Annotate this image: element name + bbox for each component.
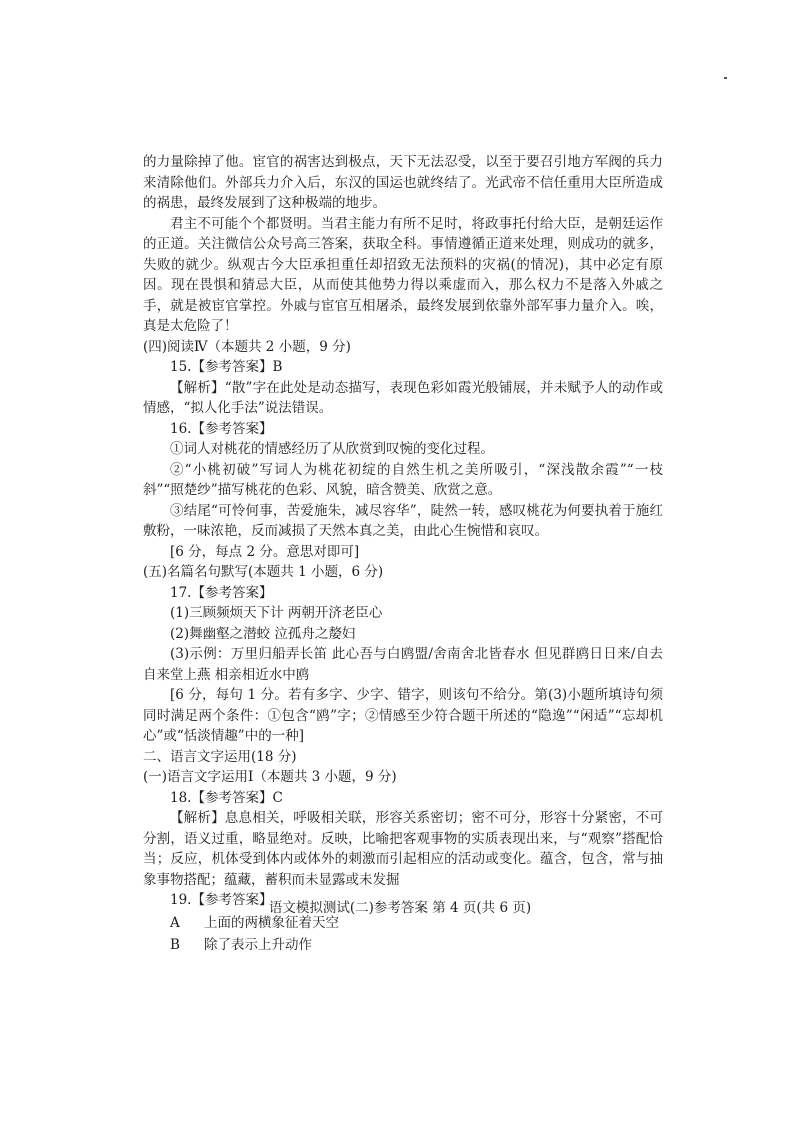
answer-line: 18.【参考答案】C — [170, 789, 283, 806]
answer-point: (3)示例：万里归船弄长笛 此心吾与白鸥盟/舍南舍北皆春水 但见群鸥日日来/自去自来堂上燕 相亲相近水中鸥 — [143, 646, 663, 683]
answer-line: 15.【参考答案】B — [170, 359, 283, 375]
option-row — [143, 935, 663, 956]
analysis-paragraph: 【解析】息息相关，呼吸相关联，形容关系密切；密不可分，形容十分紧密，不可分割，语义过重，略显绝对。反映，比喻把客观事物的实质表现出来，与“观察”搭配恰当；反应，机体受到体内或体外的刺激而引起相应的活动或变化。蕴含，包含，常与抽象事物搭配；蕴藏，蓄积而未显露或未发掘 — [143, 810, 663, 888]
section-heading: (四)阅读Ⅳ（本题共 2 小题，9 分) — [143, 338, 351, 355]
page-footer: 语文模拟测试(二)参考答案 第 4 页(共 6 页) — [268, 900, 532, 916]
scoring-note: [6 分，每点 2 分。意思对即可] — [170, 543, 360, 560]
answer-content — [143, 152, 663, 956]
section-heading: 二、语言文字运用(18 分) — [143, 748, 297, 765]
paragraph: 君主不可能个个都贤明。当君主能力有所不足时，将政事托付给大臣，是朝廷运作的正道。关注微信公众号高三答案，获取全科。事情遵循正道来处理，则成功的就多，失败的就少。纵观古今大臣承担重任却招致无法预料的灾祸(的情况)，其中必定有原因。现在畏惧和猜忌大臣，从而使其他势力得以乘虚而入，那么权力不是落入外戚之手，就是被宦官掌控。外戚与宦官互相屠杀，最终发展到依靠外部军事力量介入。唉，真是太危险了！ — [143, 215, 663, 334]
scan-speck — [724, 77, 727, 79]
answer-line: 19.【参考答案】 — [170, 892, 273, 908]
answer-point: (2)舞幽壑之潜蛟 泣孤舟之嫠妇 — [170, 625, 356, 642]
analysis-paragraph: 【解析】“散”字在此处是动态描写，表现色彩如霞光般铺展，并未赋予人的动作或情感，“拟人化手法”说法错误。 — [143, 379, 663, 416]
section-heading: (五)名篇名句默写(本题共 1 小题，6 分) — [143, 564, 384, 580]
paragraph: 的力量除掉了他。宦官的祸害达到极点，天下无法忍受，以至于要召引地方军阀的兵力来清除他们。外部兵力介入后，东汉的国运也就终结了。光武帝不信任重用大臣所造成的祸患，最终发展到了这种极端的地步。 — [143, 154, 663, 211]
answer-point: ②“小桃初破”写词人为桃花初绽的自然生机之美所吸引，“深浅散余霞”“一枝斜”“照楚纱”描写桃花的色彩、风貌，暗含赞美、欣赏之意。 — [143, 461, 663, 498]
option-text: 除了表示上升动作 — [204, 937, 312, 953]
answer-line: 17.【参考答案】 — [170, 584, 273, 601]
answer-point: (1)三顾频烦天下计 两朝开济老臣心 — [170, 605, 383, 621]
option-key: B — [170, 937, 180, 953]
option-key: A — [170, 914, 180, 931]
section-heading: (一)语言文字运用Ⅰ（本题共 3 小题，9 分) — [143, 769, 397, 785]
answer-line: 16.【参考答案】 — [170, 420, 273, 437]
option-text: 上面的两横象征着天空 — [204, 914, 339, 931]
answer-point: ①词人对桃花的情感经历了从欣赏到叹惋的变化过程。 — [170, 441, 494, 457]
answer-point: ③结尾“可怜何事，苦爱施朱，减尽容华”，陡然一转，感叹桃花为何要执着于施红敷粉，一味浓艳，反而减损了天然本真之美，由此心生惋惜和哀叹。 — [143, 502, 663, 539]
scoring-note: [6 分，每句 1 分。若有多字、少字、错字，则该句不给分。第(3)小题所填诗句须同时满足两个条件：①包含“鸥”字；②情感至少符合题干所述的“隐逸”“闲适”“忘却机心”或“恬淡情趣”中的一种] — [143, 687, 663, 744]
